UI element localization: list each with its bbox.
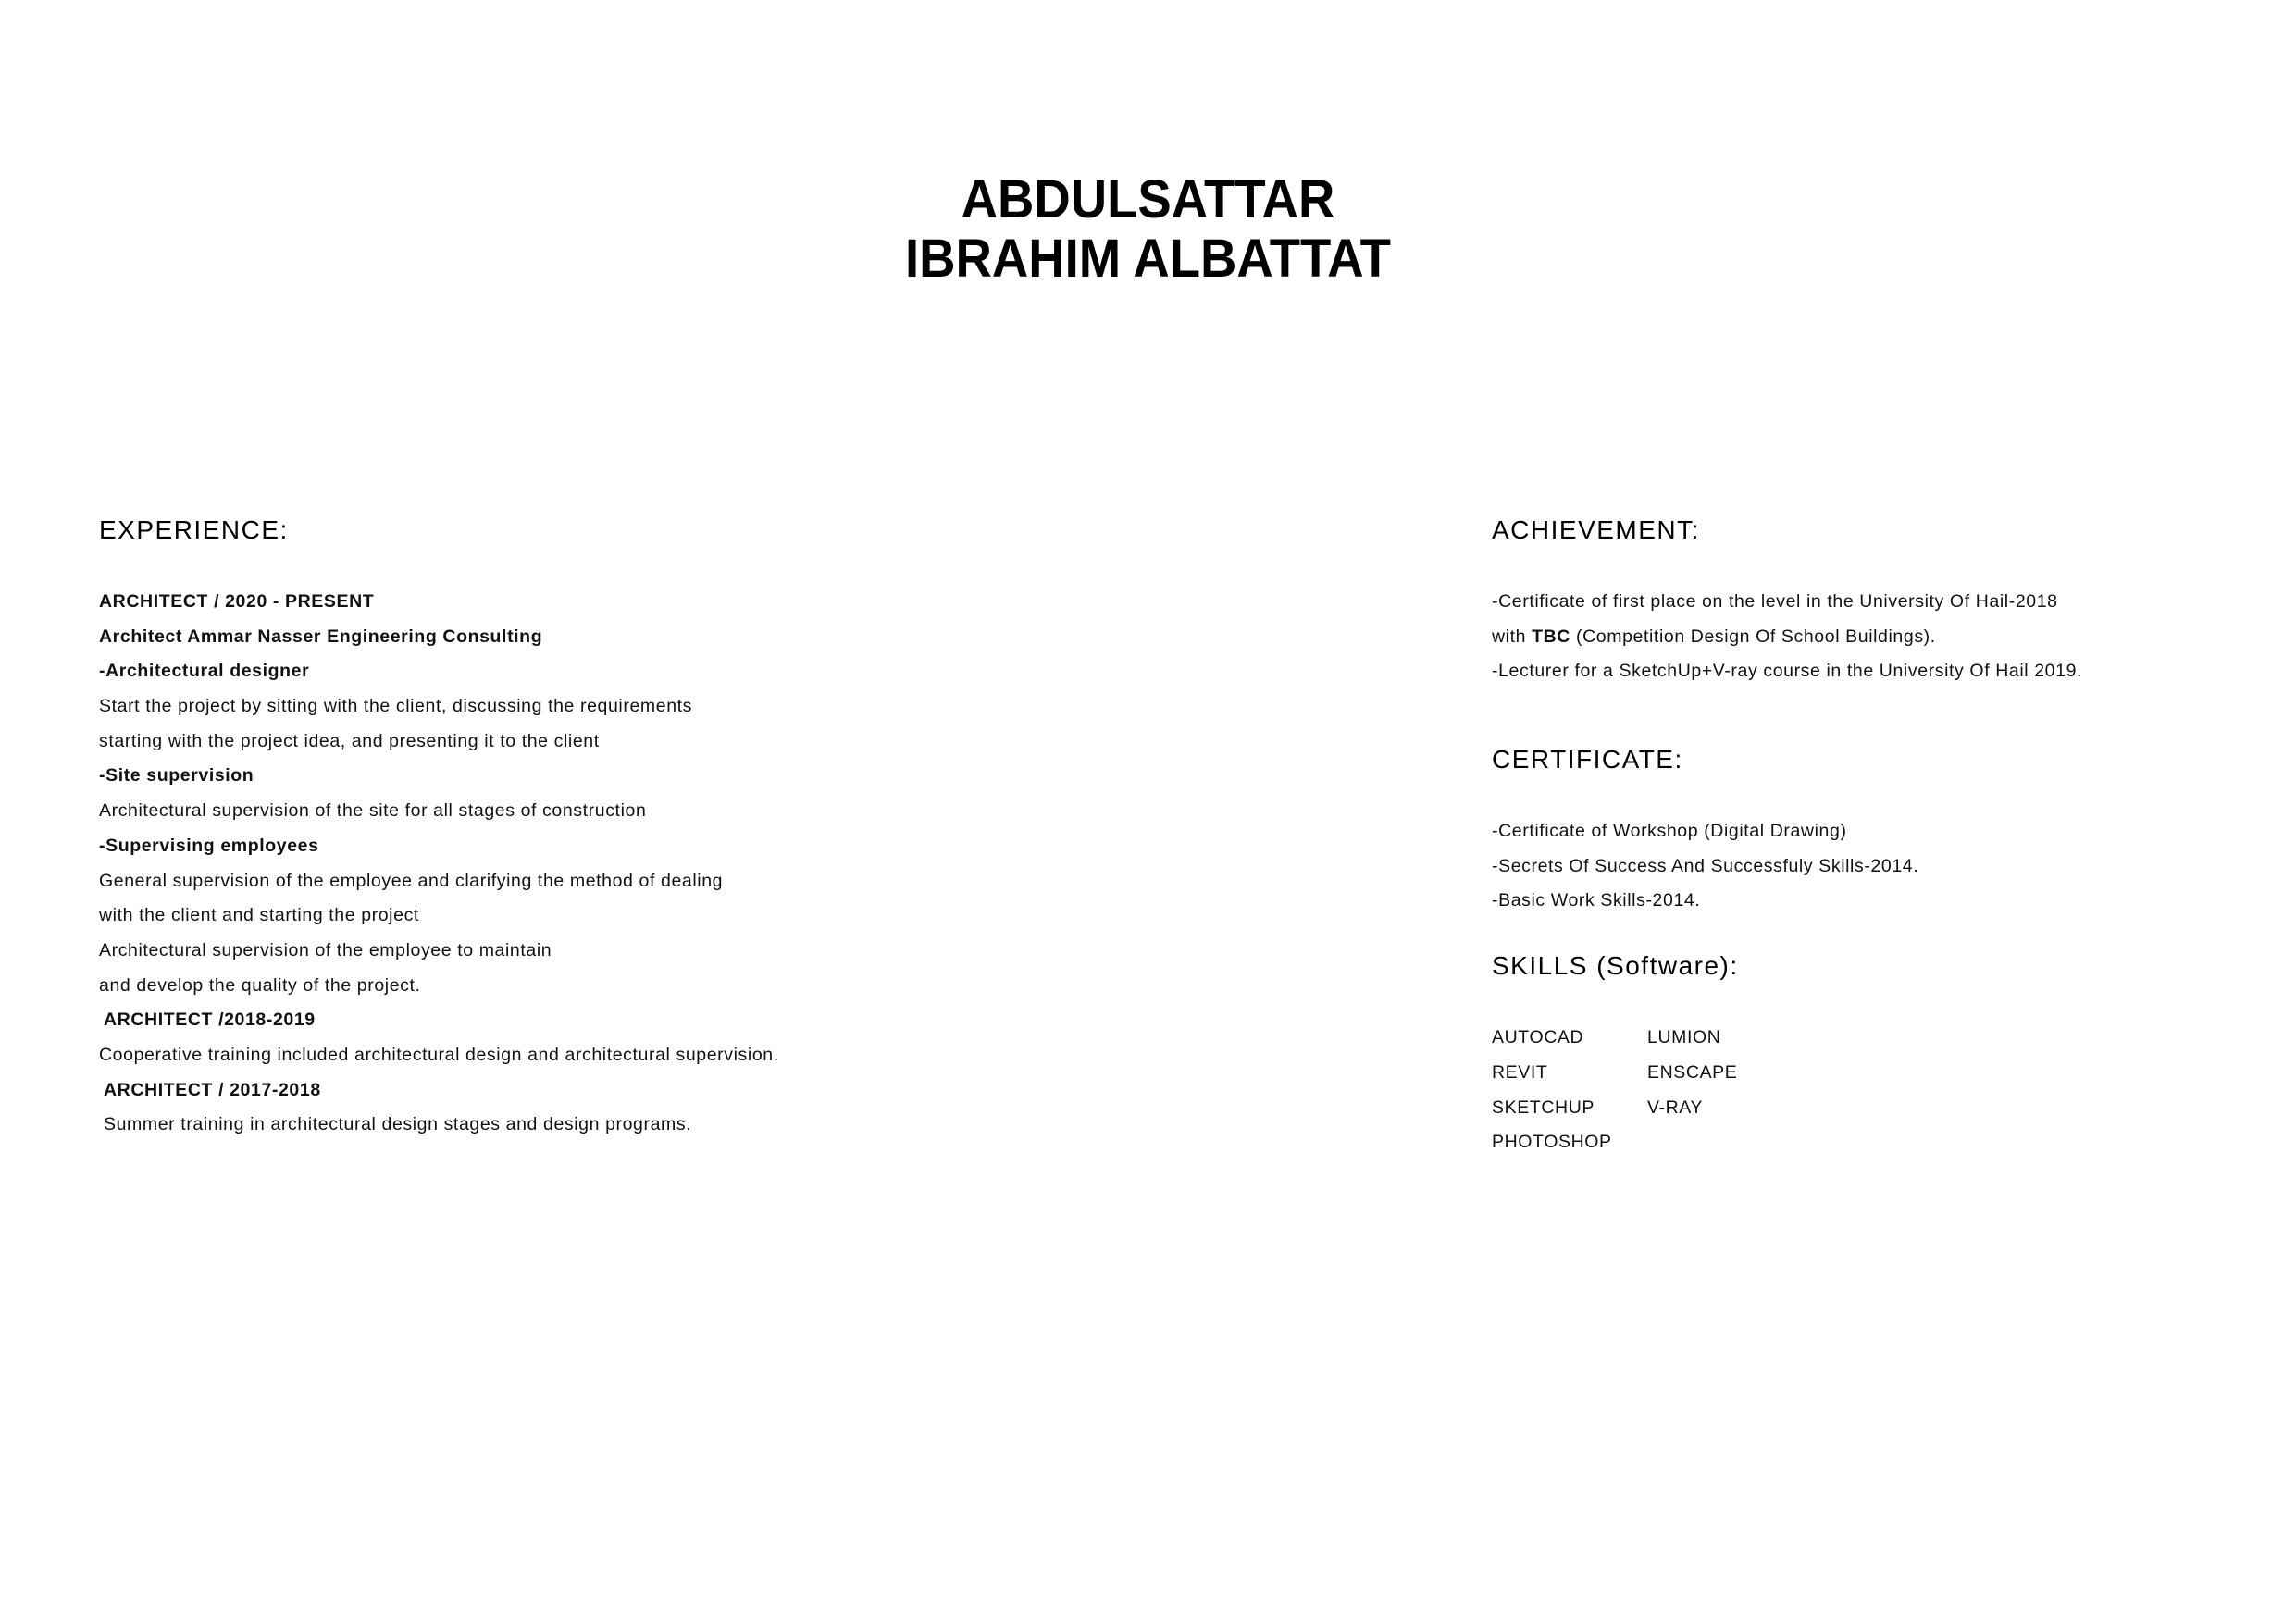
- skill-item: ENSCAPE: [1647, 1061, 1738, 1083]
- experience-line: ARCHITECT /2018-2019: [104, 1010, 316, 1031]
- experience-section: [99, 514, 1302, 1143]
- certificate-line: -Certificate of Workshop (Digital Drawing): [1492, 821, 1847, 842]
- skills-row: [1492, 1091, 2232, 1126]
- achievement-line: -Certificate of first place on the level in the University Of Hail-2018: [1492, 591, 2058, 612]
- achievement-bold-text: TBC: [1532, 626, 1570, 647]
- skill-item: PHOTOSHOP: [1492, 1132, 1612, 1153]
- name-title: [68, 170, 2227, 289]
- skill-item: LUMION: [1647, 1027, 1721, 1048]
- certificate-lines: [1492, 814, 2232, 919]
- experience-line: Architectural supervision of the site for all stages of construction: [99, 800, 647, 822]
- experience-line: with the client and starting the project: [99, 905, 419, 926]
- achievement-lines: [1492, 585, 2232, 689]
- experience-line: -Architectural designer: [99, 661, 310, 682]
- skills-row: [1492, 1125, 2232, 1160]
- right-column: [1492, 514, 2232, 1160]
- experience-line: Cooperative training included architectural design and architectural supervision.: [99, 1044, 779, 1065]
- skill-item: REVIT: [1492, 1061, 1548, 1083]
- certificate-line: -Secrets Of Success And Successfuly Skills-2014.: [1492, 855, 1919, 876]
- skills-heading: SKILLS (Software):: [1492, 951, 1739, 981]
- name-line-1: ABDULSATTAR: [961, 169, 1335, 229]
- skill-item: V-RAY: [1647, 1096, 1704, 1118]
- certificate-heading: CERTIFICATE:: [1492, 745, 1683, 774]
- experience-lines: [99, 585, 1302, 1143]
- experience-line: Summer training in architectural design stages and design programs.: [104, 1114, 692, 1135]
- experience-heading: EXPERIENCE:: [99, 515, 289, 544]
- achievement-line: [1492, 620, 2232, 655]
- experience-line: -Site supervision: [99, 765, 254, 787]
- certificate-section: [1492, 744, 2232, 919]
- achievement-line-suffix: (Competition Design Of School Buildings).: [1570, 626, 1936, 647]
- achievement-heading: ACHIEVEMENT:: [1492, 515, 1700, 544]
- skills-section: [1492, 950, 2232, 1160]
- skill-item: SKETCHUP: [1492, 1096, 1595, 1118]
- certificate-line: -Basic Work Skills-2014.: [1492, 890, 1701, 911]
- experience-line: -Supervising employees: [99, 835, 319, 856]
- experience-line: and develop the quality of the project.: [99, 974, 421, 996]
- achievement-section: [1492, 514, 2232, 689]
- experience-line: Architect Ammar Nasser Engineering Consulting: [99, 626, 543, 647]
- experience-line: ARCHITECT / 2020 - PRESENT: [99, 591, 375, 612]
- name-line-2: IBRAHIM ALBATTAT: [905, 229, 1391, 289]
- experience-line: starting with the project idea, and presenting it to the client: [99, 730, 600, 751]
- skill-item: AUTOCAD: [1492, 1027, 1584, 1048]
- experience-line: Architectural supervision of the employee to maintain: [99, 939, 552, 960]
- achievement-line: -Lecturer for a SketchUp+V-ray course in the University Of Hail 2019.: [1492, 661, 2083, 682]
- skills-row: [1492, 1056, 2232, 1091]
- experience-line: General supervision of the employee and clarifying the method of dealing: [99, 870, 724, 891]
- experience-line: ARCHITECT / 2017-2018: [104, 1079, 321, 1100]
- skills-grid: [1492, 1021, 2232, 1160]
- skills-row: [1492, 1021, 2232, 1056]
- experience-line: Start the project by sitting with the client, discussing the requirements: [99, 696, 693, 717]
- achievement-line-prefix: with: [1492, 626, 1533, 647]
